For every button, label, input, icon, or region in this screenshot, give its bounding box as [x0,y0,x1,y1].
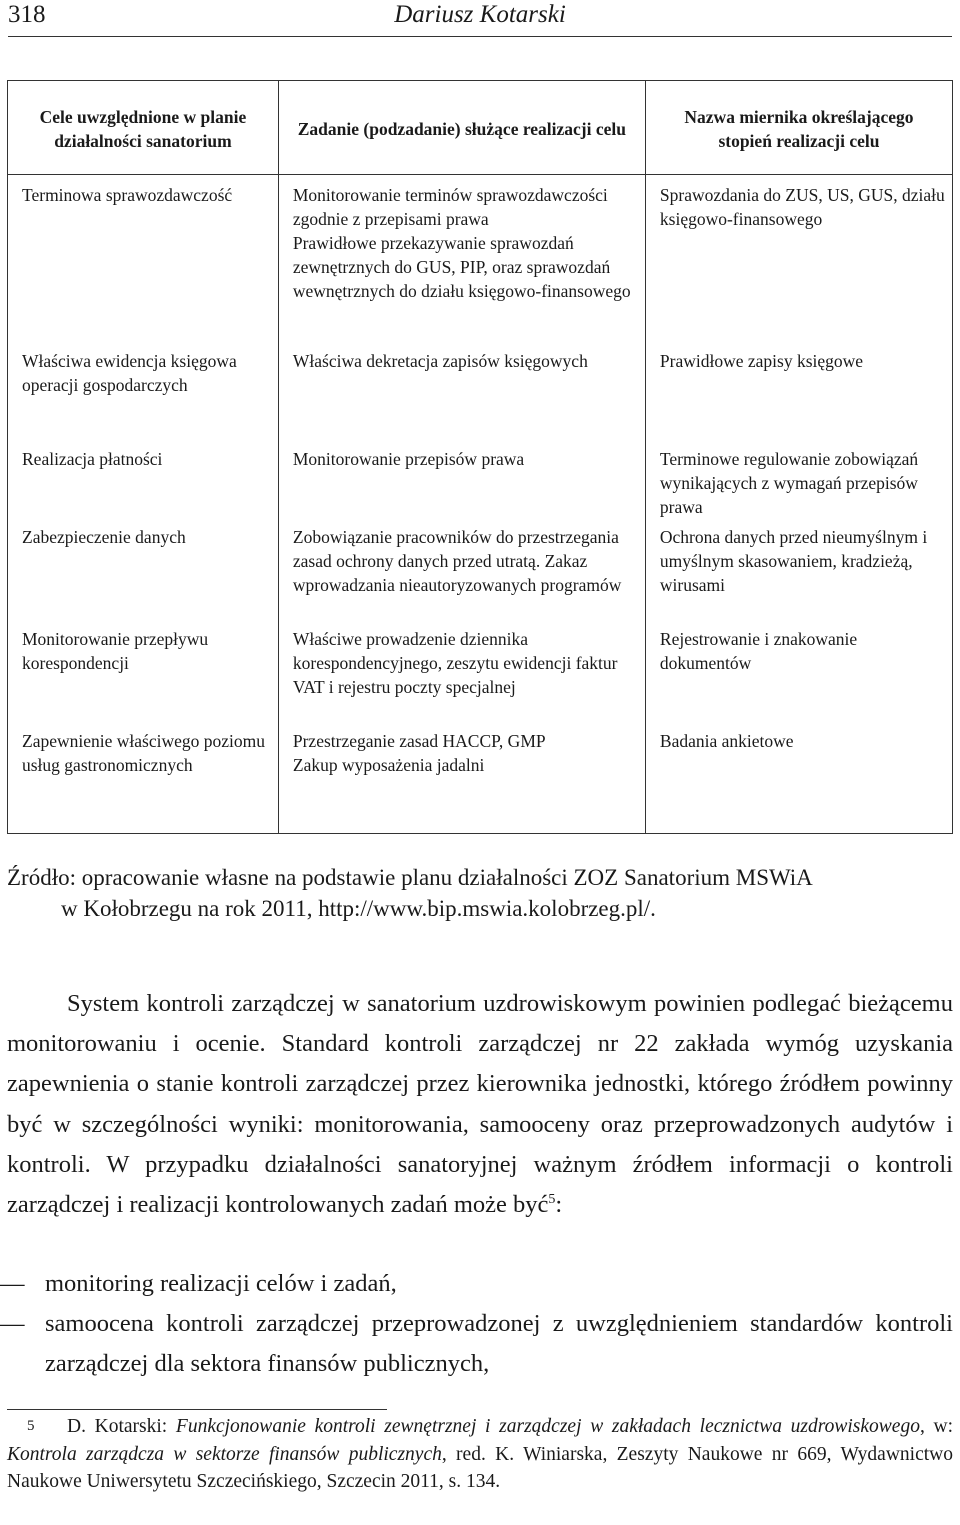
goal-cell: Monitorowanie przepływu korespondencji [8,627,279,729]
table-row [8,525,953,627]
measure-cell: Terminowe regulowanie zobowiązań wynikających z wymagań przepisów prawa [645,447,952,525]
source-line: w Kołobrzegu na rok 2011, http://www.bip.mswia.kolobrzeg.pl/. [61,896,656,921]
column-header-tasks: Zadanie (podzadanie) służące realizacji celu [278,81,645,175]
list-item: — monitoring realizacji celów i zadań, [7,1264,953,1304]
task-line: Przestrzeganie zasad HACCP, GMP [292,731,546,751]
task-line: Zobowiązanie pracowników do przestrzegania zasad ochrony danych przed utratą. Zakaz wprowadzania nieautoryzowanych programów [292,527,622,595]
table-row [8,447,953,525]
column-header-measure: Nazwa miernika określającego stopień realizacji celu [645,81,952,175]
footnote-rest: , red. K. Winiarska, Zeszyty Naukowe nr 669, Wydawnictwo Naukowe Uniwersytetu Szczecińskiego, Szczecin 2011, s. 134. [7,1443,953,1492]
task-line: Właściwa dekretacja zapisów księgowych [292,351,588,371]
goal-cell: Właściwa ewidencja księgowa operacji gospodarczych [8,349,279,447]
task-cell [278,729,645,834]
page-header [8,0,952,37]
footnote-reference[interactable]: 5 [548,1191,556,1207]
source-line: Źródło: opracowanie własne na podstawie planu działalności ZOZ Sanatorium MSWiA [7,865,813,890]
measure-cell: Badania ankietowe [645,729,952,834]
table-row [8,627,953,729]
footnote-book: Kontrola zarządcza w sektorze finansów publicznych [7,1443,442,1465]
task-cell [278,447,645,525]
task-cell [278,349,645,447]
measure-cell: Sprawozdania do ZUS, US, GUS, działu księgowo-finansowego [645,175,952,350]
table-row [8,349,953,447]
task-line: Monitorowanie terminów sprawozdawczości zgodnie z przepisami prawa [292,185,608,229]
table-row [8,175,953,350]
task-cell [278,627,645,729]
goal-cell: Zabezpieczenie danych [8,525,279,627]
task-line: Monitorowanie przepisów prawa [292,449,525,469]
paragraph-end: : [555,1191,563,1219]
goals-table [7,80,953,834]
task-cell [278,525,645,627]
measure-cell: Rejestrowanie i znakowanie dokumentów [645,627,952,729]
table-source-note [7,862,953,924]
task-line: Zakup wyposażenia jadalni [292,755,485,775]
paragraph-text: System kontroli zarządczej w sanatorium uzdrowiskowym powinien podlegać bieżącemu monitorowaniu i ocenie. Standard kontroli zarządczej nr 22 zakłada wymóg uzyskania zapewnienia o stanie kontroli zarządczej przez kierownika jednostki, którego źródłem powinny być w szczególności wyniki: monitorowania, samooceny oraz przeprowadzonych audytów i kontroli. W przypadku działalności sanatoryjnej ważnym źródłem informacji o kontroli zarządczej i realizacji kontrolowanych zadań może być [7,990,953,1219]
footnote-title: Funkcjonowanie kontroli zewnętrznej i zarządczej w zakładach lecznictwa uzdrowiskowego [175,1416,920,1437]
measure-cell: Prawidłowe zapisy księgowe [645,349,952,447]
bullet-list [7,1264,953,1385]
measure-cell: Ochrona danych przed nieumyślnym i umyślnym skasowaniem, kradzieżą, wirusami [645,525,952,627]
table-row [8,729,953,834]
task-cell [278,175,645,350]
footnote [7,1413,953,1496]
column-header-goals: Cele uwzględnione w planie działalności sanatorium [8,81,279,175]
task-line: Właściwe prowadzenie dziennika korespondencyjnego, zeszytu ewidencji faktur VAT i rejestru poczty specjalnej [292,629,618,697]
footnote-author: D. Kotarski: [67,1416,176,1437]
goal-cell: Realizacja płatności [8,447,279,525]
body-paragraph [7,984,953,1225]
goal-cell: Zapewnienie właściwego poziomu usług gastronomicznych [8,729,279,834]
table-header-row [8,81,953,175]
running-head: Dariusz Kotarski [394,1,566,28]
footnote-divider [7,1409,387,1410]
task-line: Prawidłowe przekazywanie sprawozdań zewnętrznych do GUS, PIP, oraz sprawozdań wewnętrznych do działu księgowo-finansowego [292,233,631,301]
footnote-middle: , w: [919,1416,954,1437]
footnote-number: 5 [27,1418,35,1434]
list-item: — samoocena kontroli zarządczej przeprowadzonej z uwzględnieniem standardów kontroli zarządczej dla sektora finansów publicznych, [7,1304,953,1384]
page-number: 318 [8,1,46,28]
goal-cell: Terminowa sprawozdawczość [8,175,279,350]
